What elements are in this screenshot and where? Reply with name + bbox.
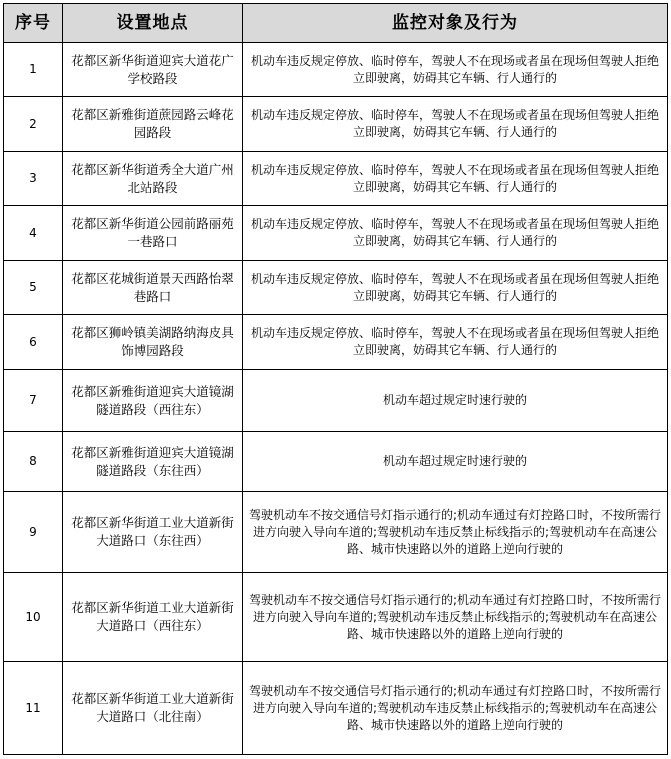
row-behavior: 机动车违反规定停放、临时停车，驾驶人不在现场或者虽在现场但驾驶人拒绝立即驶离，妨碍其它车辆、行人通行的 xyxy=(243,43,668,97)
table-row xyxy=(4,206,668,261)
row-behavior: 机动车超过规定时速行驶的 xyxy=(243,432,668,492)
row-behavior: 驾驶机动车不按交通信号灯指示通行的;机动车通过有灯控路口时，不按所需行进方向驶入导向车道的;驾驶机动车违反禁止标线指示的;驾驶机动车在高速公路、城市快速路以外的道路上逆向行驶的 xyxy=(243,492,668,573)
row-location: 花都区新华街道工业大道新街大道路口（北往南） xyxy=(63,662,243,755)
row-seq: 5 xyxy=(4,261,63,315)
row-seq: 10 xyxy=(4,573,63,662)
table-row xyxy=(4,370,668,432)
row-behavior: 机动车违反规定停放、临时停车，驾驶人不在现场或者虽在现场但驾驶人拒绝立即驶离，妨碍其它车辆、行人通行的 xyxy=(243,315,668,370)
table-row xyxy=(4,662,668,755)
row-seq: 8 xyxy=(4,432,63,492)
monitoring-table xyxy=(3,3,668,755)
row-behavior: 机动车违反规定停放、临时停车，驾驶人不在现场或者虽在现场但驾驶人拒绝立即驶离，妨碍其它车辆、行人通行的 xyxy=(243,152,668,206)
header-location: 设置地点 xyxy=(63,4,243,43)
header-behavior: 监控对象及行为 xyxy=(243,4,668,43)
row-location: 花都区新华街道迎宾大道花广学校路段 xyxy=(63,43,243,97)
row-seq: 6 xyxy=(4,315,63,370)
row-seq: 2 xyxy=(4,97,63,152)
row-behavior: 机动车超过规定时速行驶的 xyxy=(243,370,668,432)
table-row xyxy=(4,573,668,662)
row-location: 花都区新华街道工业大道新街大道路口（西往东） xyxy=(63,573,243,662)
row-location: 花都区新雅街道迎宾大道镜湖隧道路段（西往东） xyxy=(63,370,243,432)
row-seq: 3 xyxy=(4,152,63,206)
table-row xyxy=(4,97,668,152)
row-location: 花都区新华街道秀全大道广州北站路段 xyxy=(63,152,243,206)
table-row xyxy=(4,152,668,206)
row-location: 花都区新华街道公园前路丽苑一巷路口 xyxy=(63,206,243,261)
row-seq: 4 xyxy=(4,206,63,261)
row-location: 花都区花城街道景天西路怡翠巷路口 xyxy=(63,261,243,315)
row-seq: 11 xyxy=(4,662,63,755)
row-seq: 9 xyxy=(4,492,63,573)
row-behavior: 机动车违反规定停放、临时停车，驾驶人不在现场或者虽在现场但驾驶人拒绝立即驶离，妨碍其它车辆、行人通行的 xyxy=(243,206,668,261)
table-row xyxy=(4,315,668,370)
row-location: 花都区狮岭镇美湖路纳海皮具饰博园路段 xyxy=(63,315,243,370)
row-location: 花都区新雅街道迎宾大道镜湖隧道路段（东往西） xyxy=(63,432,243,492)
table-row xyxy=(4,492,668,573)
row-behavior: 机动车违反规定停放、临时停车，驾驶人不在现场或者虽在现场但驾驶人拒绝立即驶离，妨碍其它车辆、行人通行的 xyxy=(243,261,668,315)
row-behavior: 机动车违反规定停放、临时停车，驾驶人不在现场或者虽在现场但驾驶人拒绝立即驶离，妨碍其它车辆、行人通行的 xyxy=(243,97,668,152)
header-seq: 序号 xyxy=(4,4,63,43)
table-row xyxy=(4,43,668,97)
row-location: 花都区新雅街道蔗园路云峰花园路段 xyxy=(63,97,243,152)
header-row xyxy=(4,4,668,43)
table-row xyxy=(4,261,668,315)
row-behavior: 驾驶机动车不按交通信号灯指示通行的;机动车通过有灯控路口时，不按所需行进方向驶入导向车道的;驾驶机动车违反禁止标线指示的;驾驶机动车在高速公路、城市快速路以外的道路上逆向行驶的 xyxy=(243,573,668,662)
row-location: 花都区新华街道工业大道新街大道路口（东往西） xyxy=(63,492,243,573)
row-seq: 7 xyxy=(4,370,63,432)
row-behavior: 驾驶机动车不按交通信号灯指示通行的;机动车通过有灯控路口时，不按所需行进方向驶入导向车道的;驾驶机动车违反禁止标线指示的;驾驶机动车在高速公路、城市快速路以外的道路上逆向行驶的 xyxy=(243,662,668,755)
row-seq: 1 xyxy=(4,43,63,97)
table-row xyxy=(4,432,668,492)
